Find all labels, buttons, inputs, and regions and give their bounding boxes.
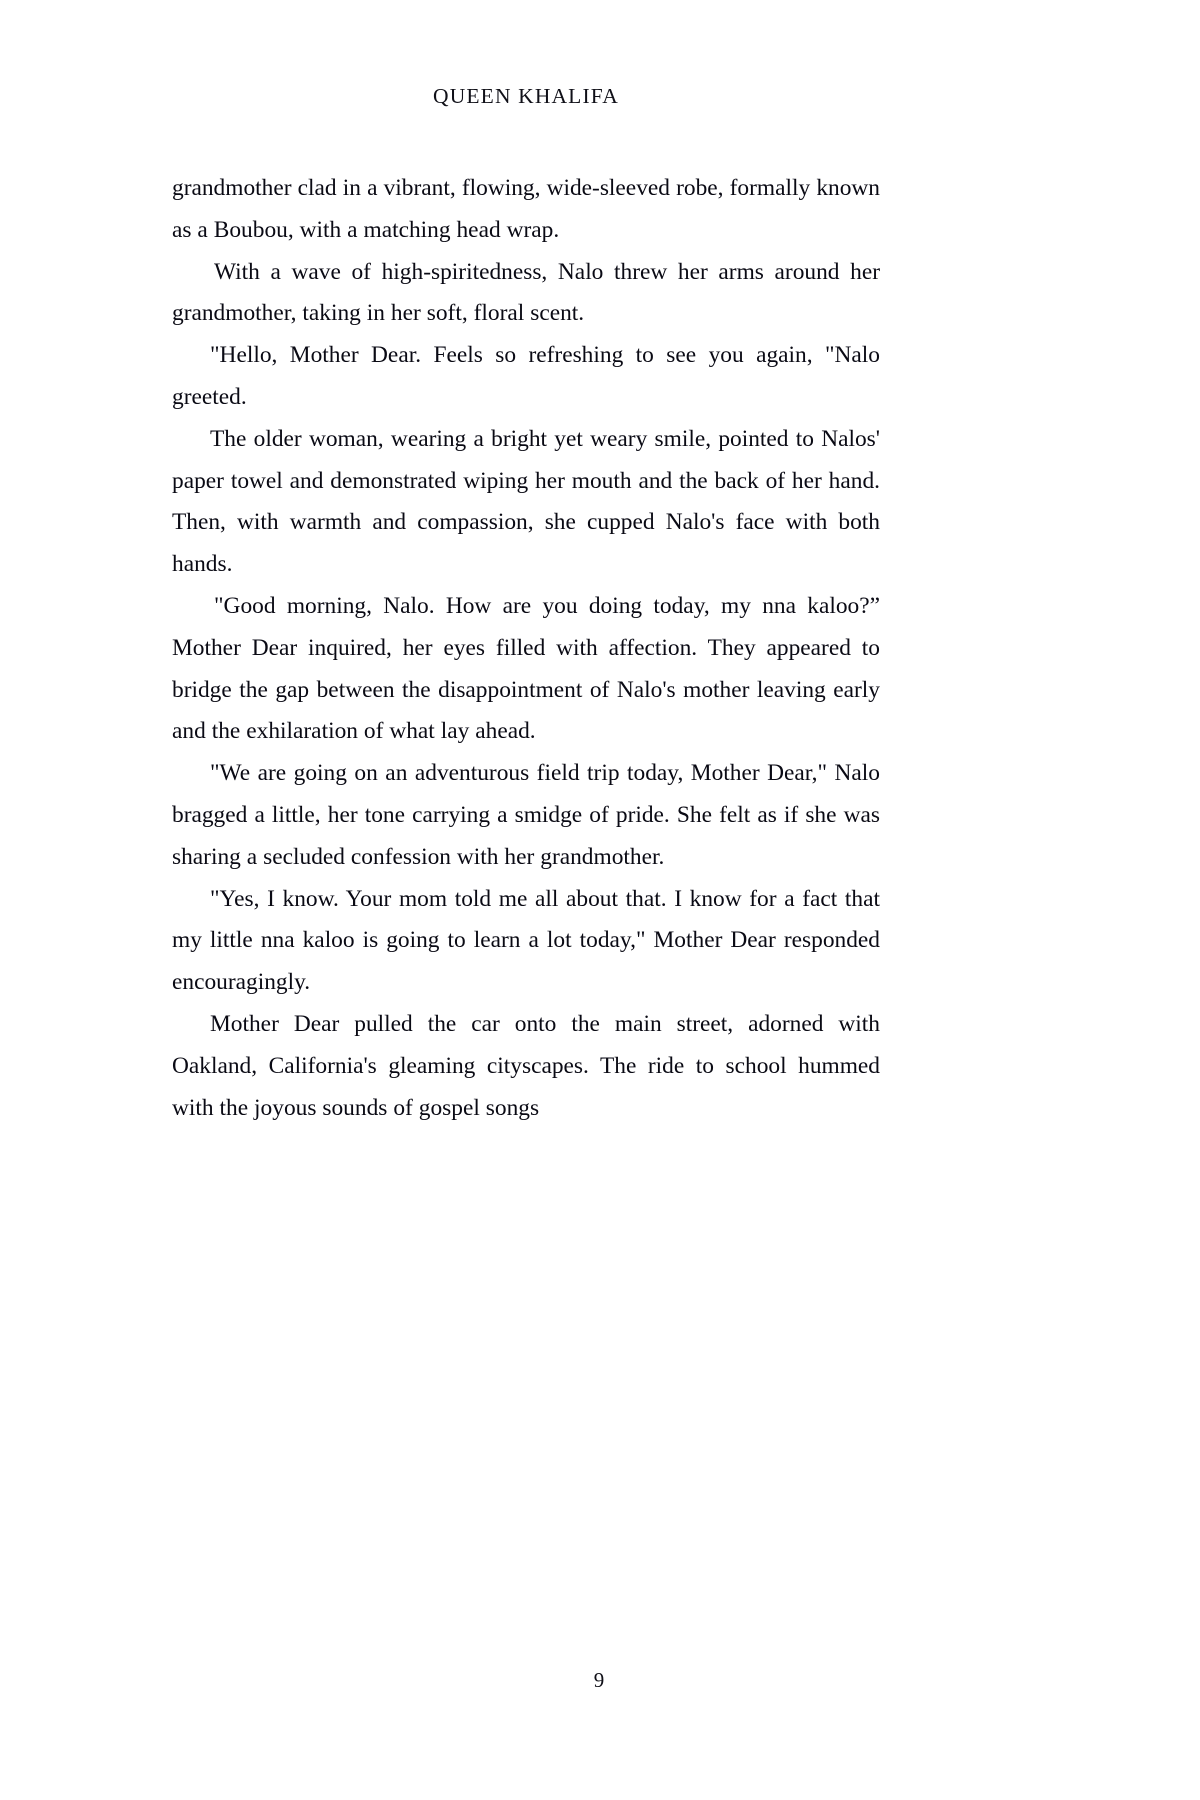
- paragraph-older-woman: The older woman, wearing a bright yet weary smile, pointed to Nalos' paper towel and demonstrated wiping her mouth and the back of her hand. Then, with warmth and compassion, she cupped Nalo's face with both hands.: [172, 425, 880, 578]
- running-header: QUEEN KHALIFA: [433, 84, 619, 108]
- paragraph-main-street: Mother Dear pulled the car onto the main street, adorned with Oakland, California's gleaming cityscapes. The ride to school hummed with the joyous sounds of gospel songs: [172, 1010, 880, 1121]
- paragraph-yes-i-know: "Yes, I know. Your mom told me all about that. I know for a fact that my little nna kaloo is going to learn a lot today," Mother Dear responded encouragingly.: [172, 885, 880, 996]
- paragraph-field-trip: "We are going on an adventurous field trip today, Mother Dear," Nalo bragged a little, her tone carrying a smidge of pride. She felt as if she was sharing a secluded confession with her grandmother.: [172, 760, 880, 870]
- paragraph-continued-boubou: grandmother clad in a vibrant, flowing, wide-sleeved robe, formally known as a Boubou, with a matching head wrap.: [172, 175, 880, 243]
- paragraph-good-morning: "Good morning, Nalo. How are you doing today, my nna kaloo?” Mother Dear inquired, her eyes filled with affection. They appeared to bridge the gap between the disappointment of Nalo's mother leaving early and the exhilaration of what lay ahead.: [172, 592, 880, 745]
- paragraph-hello-mother-dear: "Hello, Mother Dear. Feels so refreshing to see you again, "Nalo greeted.: [172, 342, 880, 410]
- paragraph-hug: With a wave of high-spiritedness, Nalo threw her arms around her grandmother, taking in her soft, floral scent.: [172, 258, 880, 327]
- body-text-block: [172, 168, 880, 1129]
- page-number: 9: [593, 1668, 605, 1692]
